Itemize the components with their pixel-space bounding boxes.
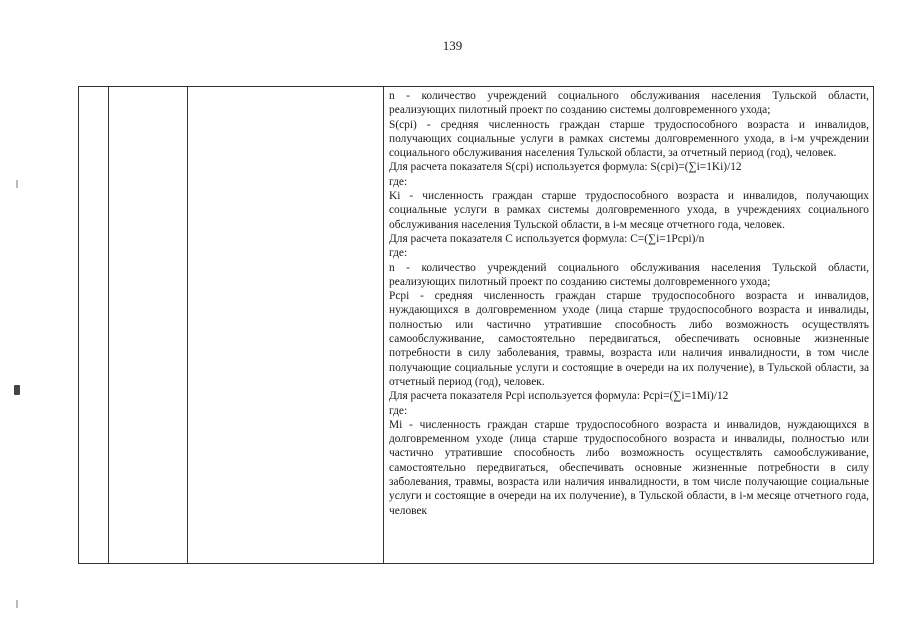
paragraph-ki-definition: Ki - численность граждан старше трудоспособного возраста и инвалидов, получающих социальные услуги в рамках системы долговременного ухода, в учреждениях социального обслуживания населения Тульской области, в i-м месяце отчетного года, человек. bbox=[389, 190, 869, 231]
description-cell bbox=[389, 89, 869, 518]
column-divider-1 bbox=[108, 87, 109, 563]
paragraph-scpi-definition: S(cpi) - средняя численность граждан старше трудоспособного возраста и инвалидов, получающих социальные услуги в рамках системы долговременного ухода, в i-м учреждении социального обслуживания населения Тульской области, за отчетный период (год), человек. bbox=[389, 118, 869, 160]
paragraph-n-definition-2: n - количество учреждений социального обслуживания населения Тульской области, реализующих пилотный проект по созданию системы долговременного ухода; bbox=[389, 261, 869, 288]
column-divider-2 bbox=[187, 87, 188, 563]
paragraph-mi-definition: Mi - численность граждан старше трудоспособного возраста и инвалидов, нуждающихся в долговременном уходе (лица старше трудоспособного возраста и инвалиды, полностью или частично утратившие способность либо возможность осуществлять самообслуживание, самостоятельно передвигаться, обеспечивать основные жизненные потребности в силу заболевания, травмы, возраста или наличия инвалидности, в том числе получающие социальные услуги и состоящие в очереди на их получение), в Тульской области, в i-м месяце отчетного года, человек bbox=[389, 418, 869, 517]
scan-artifact-tick bbox=[16, 600, 18, 608]
paragraph-pcpi-definition: Pcpi - средняя численность граждан старше трудоспособного возраста и инвалидов, нуждающихся в долговременном уходе (лица старше трудоспособного возраста и инвалиды, полностью или частично утратившие способность либо возможность осуществлять самообслуживание, самостоятельно передвигаться, обеспечивать основные жизненные потребности в силу заболевания, травмы, возраста или наличия инвалидности, в том числе получающие социальные услуги и состоящие в очереди на их получение), в Тульской области, за отчетный период (год), человек. bbox=[389, 290, 869, 388]
paragraph-scpi-formula: Для расчета показателя S(cpi) используется формула: S(cpi)=(∑i=1Ki)/12 bbox=[389, 161, 742, 174]
paragraph-where-2: где: bbox=[389, 247, 408, 260]
paragraph-where-3: где: bbox=[389, 404, 408, 417]
paragraph-where-1: где: bbox=[389, 175, 408, 188]
column-divider-3 bbox=[383, 87, 384, 563]
content-table bbox=[78, 86, 874, 564]
paragraph-pcpi-formula: Для расчета показателя Pcpi используется формула: Pcpi=(∑i=1Mi)/12 bbox=[389, 390, 729, 403]
scan-artifact-tick bbox=[16, 180, 18, 188]
paragraph-n-definition: n - количество учреждений социального обслуживания населения Тульской области, реализующих пилотный проект по созданию системы долговременного ухода; bbox=[389, 90, 869, 117]
paragraph-c-formula: Для расчета показателя С используется формула: C=(∑i=1Pcpi)/n bbox=[389, 232, 705, 245]
scan-artifact-mark bbox=[14, 385, 20, 395]
page-number: 139 bbox=[442, 38, 463, 53]
